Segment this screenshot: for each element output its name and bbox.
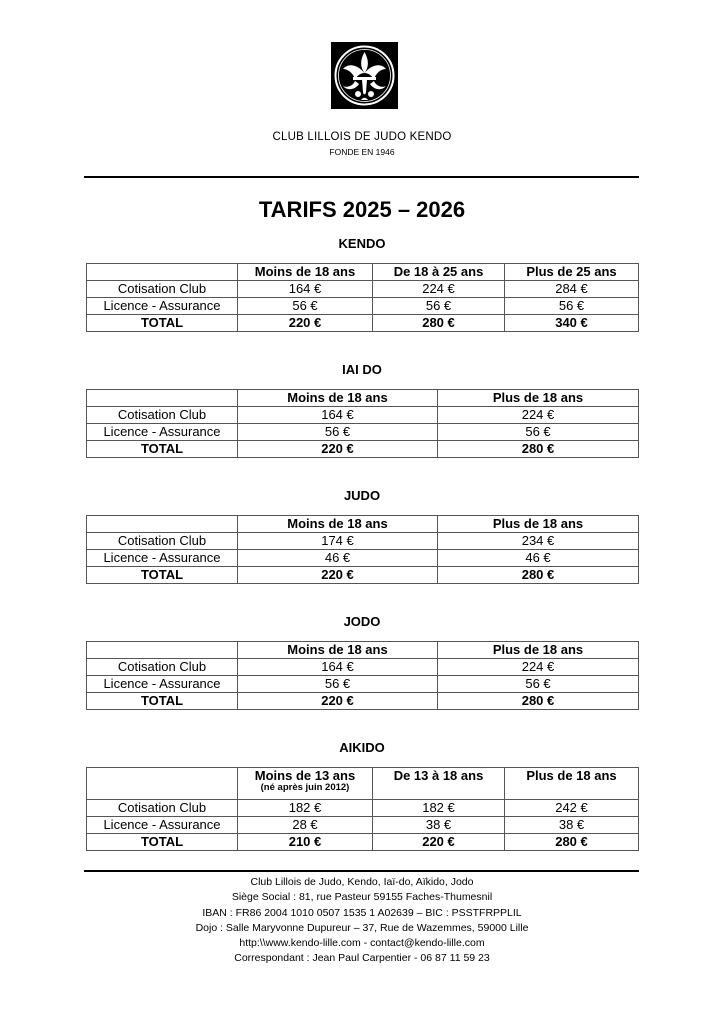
total-row: [87, 441, 639, 458]
club-founded: FONDE EN 1946: [329, 147, 395, 157]
footer-line: Club Lillois de Judo, Kendo, Iaï-do, Aïkido, Jodo: [250, 876, 474, 888]
table-cell: 38 €: [505, 817, 639, 834]
table-cell: 46 €: [238, 550, 438, 567]
table-cell: 234 €: [438, 533, 639, 550]
club-name: CLUB LILLOIS DE JUDO KENDO: [272, 131, 452, 143]
table-row: [87, 659, 639, 676]
row-label: Licence - Assurance: [87, 676, 238, 693]
table-cell: 210 €: [238, 834, 373, 851]
empty-header-cell: [87, 768, 238, 800]
table-row: [87, 298, 639, 315]
table-cell: 182 €: [373, 800, 505, 817]
row-label: Cotisation Club: [87, 659, 238, 676]
section-title-iaido: IAI DO: [342, 362, 382, 377]
judo-table: [86, 515, 639, 584]
row-label: TOTAL: [87, 441, 238, 458]
table-cell: 280 €: [438, 441, 639, 458]
table-cell: 38 €: [373, 817, 505, 834]
table-cell: 220 €: [238, 315, 373, 332]
footer: [0, 875, 724, 967]
table-row: [87, 817, 639, 834]
table-row: [87, 550, 639, 567]
table-cell: 164 €: [238, 407, 438, 424]
table-header-row: [87, 390, 639, 407]
table-cell: 280 €: [438, 693, 639, 710]
table-cell: 56 €: [373, 298, 505, 315]
footer-line: Siège Social : 81, rue Pasteur 59155 Faches-Thumesnil: [231, 891, 493, 904]
row-label: TOTAL: [87, 693, 238, 710]
section-title-kendo: KENDO: [338, 236, 386, 251]
table-cell: 340 €: [505, 315, 639, 332]
table-cell: 182 €: [238, 800, 373, 817]
table-cell: 220 €: [238, 567, 438, 584]
table-cell: 220 €: [238, 441, 438, 458]
table-cell: 220 €: [238, 693, 438, 710]
table-cell: 224 €: [373, 281, 505, 298]
row-label: TOTAL: [87, 567, 238, 584]
table-cell: 280 €: [373, 315, 505, 332]
table-row: [87, 281, 639, 298]
table-cell: 56 €: [438, 424, 639, 441]
total-row: [87, 693, 639, 710]
page-title: TARIFS 2025 – 2026: [258, 197, 466, 222]
header-divider: [84, 176, 639, 178]
table-header-row: [87, 264, 639, 281]
table-cell: 56 €: [238, 424, 438, 441]
kendo-table: [86, 263, 639, 332]
table-header-row: [87, 516, 639, 533]
table-cell: 280 €: [505, 834, 639, 851]
footer-line: Dojo : Salle Maryvonne Dupureur – 37, Rue de Wazemmes, 59000 Lille: [195, 921, 529, 934]
jodo-table: [86, 641, 639, 710]
row-label: TOTAL: [87, 834, 238, 851]
row-label: Cotisation Club: [87, 800, 238, 817]
footer-line: IBAN : FR86 2004 1010 0507 1535 1 A02639 – BIC : PSSTFRPPLIL: [202, 906, 522, 919]
column-header: Plus de 18 ans: [438, 516, 639, 533]
column-header: De 18 à 25 ans: [373, 264, 505, 281]
iaido-table: [86, 389, 639, 458]
table-cell: 242 €: [505, 800, 639, 817]
empty-header-cell: [87, 264, 238, 281]
total-row: [87, 567, 639, 584]
column-header: Moins de 18 ans: [238, 264, 373, 281]
table-cell: 56 €: [238, 676, 438, 693]
column-header: Plus de 25 ans: [505, 264, 639, 281]
column-header: Moins de 18 ans: [238, 516, 438, 533]
table-cell: 56 €: [238, 298, 373, 315]
column-header: Plus de 18 ans: [438, 642, 639, 659]
aikido-table: [86, 767, 639, 851]
section-title-judo: JUDO: [343, 488, 381, 503]
section-title-aikido: AIKIDO: [339, 740, 385, 755]
footer-line: http:\\www.kendo-lille.com - contact@kendo-lille.com: [239, 937, 485, 950]
column-header: De 13 à 18 ans: [373, 768, 505, 800]
empty-header-cell: [87, 390, 238, 407]
footer-divider: [84, 870, 639, 872]
footer-line: Correspondant : Jean Paul Carpentier - 06 87 11 59 23: [234, 952, 490, 965]
row-label: Licence - Assurance: [87, 817, 238, 834]
table-cell: 224 €: [438, 659, 639, 676]
row-label: Cotisation Club: [87, 533, 238, 550]
column-header-note: (né après juin 2012): [260, 782, 350, 793]
table-cell: 284 €: [505, 281, 639, 298]
total-row: [87, 834, 639, 851]
row-label: Cotisation Club: [87, 407, 238, 424]
row-label: Licence - Assurance: [87, 550, 238, 567]
column-header: Moins de 18 ans: [238, 642, 438, 659]
row-label: Licence - Assurance: [87, 298, 238, 315]
column-header: [238, 768, 373, 800]
table-cell: 174 €: [238, 533, 438, 550]
table-row: [87, 800, 639, 817]
column-header: Moins de 18 ans: [238, 390, 438, 407]
table-cell: 56 €: [505, 298, 639, 315]
table-row: [87, 533, 639, 550]
column-header-label: Moins de 13 ans: [254, 768, 356, 783]
table-header-row: [87, 642, 639, 659]
row-label: TOTAL: [87, 315, 238, 332]
table-cell: 56 €: [438, 676, 639, 693]
section-title-jodo: JODO: [343, 614, 381, 629]
row-label: Cotisation Club: [87, 281, 238, 298]
row-label: Licence - Assurance: [87, 424, 238, 441]
table-cell: 280 €: [438, 567, 639, 584]
column-header: Plus de 18 ans: [438, 390, 639, 407]
table-cell: 46 €: [438, 550, 639, 567]
crest-icon: [331, 42, 398, 109]
table-cell: 164 €: [238, 281, 373, 298]
empty-header-cell: [87, 642, 238, 659]
table-row: [87, 407, 639, 424]
table-header-row: [87, 768, 639, 800]
total-row: [87, 315, 639, 332]
table-cell: 164 €: [238, 659, 438, 676]
table-cell: 28 €: [238, 817, 373, 834]
empty-header-cell: [87, 516, 238, 533]
club-logo: [331, 42, 398, 109]
table-cell: 224 €: [438, 407, 639, 424]
column-header: Plus de 18 ans: [505, 768, 639, 800]
table-cell: 220 €: [373, 834, 505, 851]
table-row: [87, 424, 639, 441]
table-row: [87, 676, 639, 693]
